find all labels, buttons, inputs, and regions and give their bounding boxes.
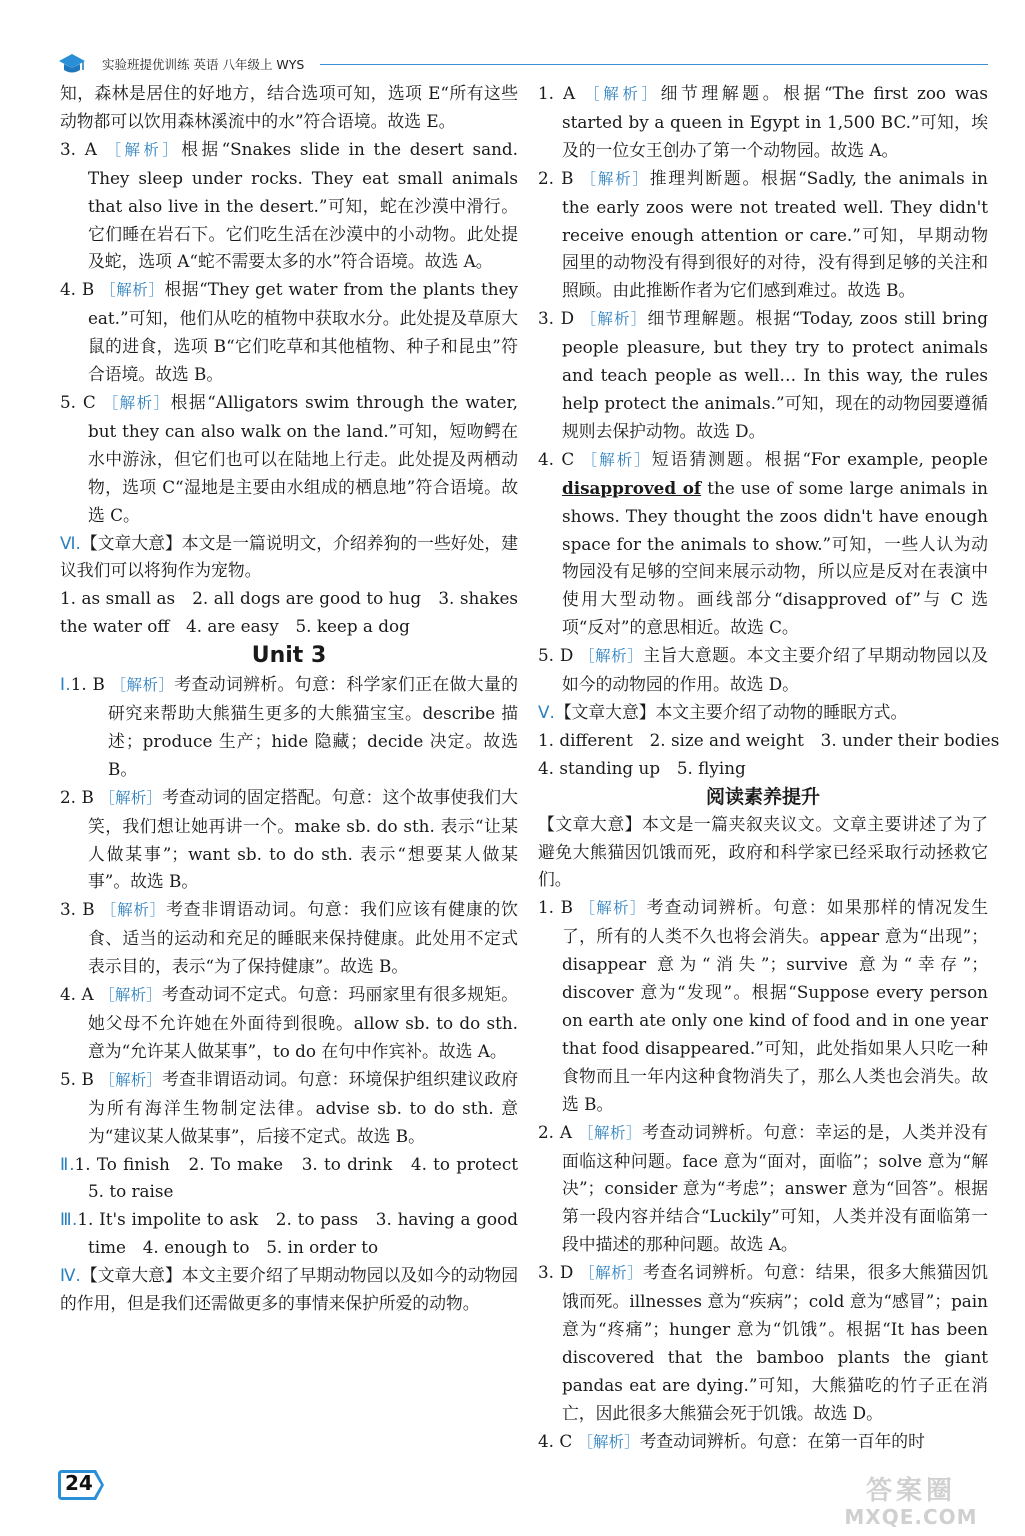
reading-summary: 【文章大意】本文是一篇夹叙夹议文。文章主要讲述了为了避免大熊猫因饥饿而死，政府和科学家已经采取行动拯救它们。 <box>538 813 988 890</box>
analysis-tag: ［解析］ <box>581 450 652 469</box>
answer-text: 考查动词辨析。句意：幸运的是，人类并没有面临这种问题。face 意为“面对，面临”；solve 意为“解决”；consider 意为“考虑”；answer 意为“回答”。根据第一段内容并结合“Luckily”可知，人类并没有面临第一段中描述的那种问题。故选 A。 <box>562 1121 988 1255</box>
answer-text: 推理判断题。根据“Sadly, the animals in the early zoos were not treated well. They didn't receive enough attention or care.”可知，早期动物园里的动物没有得到很好的对待，没有得到足够的关注和照顾。由此推断作者为它们感到难过。故选 B。 <box>562 167 988 301</box>
answer-text: 考查动词辨析。句意：在第一百年的时 <box>639 1430 925 1451</box>
answer-number: 4. C <box>538 448 575 469</box>
analysis-tag: ［解析］ <box>580 169 650 188</box>
answer-number: 5. D <box>538 645 574 666</box>
analysis-tag: ［解析］ <box>99 788 163 807</box>
answer-text: 考查非谓语动词。句意：环境保护组织建议政府为所有海洋生物制定法律。advise sb. to do sth. 意为“建议某人做某事”，后接不定式。故选 B。 <box>88 1068 518 1146</box>
analysis-tag: ［解析］ <box>100 281 165 300</box>
answer-text: 短语猜测题。根据“For example, people <box>651 448 988 469</box>
answer-text: 细节理解题。根据“The first zoo was started by a queen in Egypt in 1,500 BC.”可知，埃及的一位女王创办了第一个动物园。故选 A。 <box>562 83 988 160</box>
answer-number: 1. B <box>70 674 105 695</box>
section-answers: 4. standing up 5. flying <box>538 757 746 778</box>
answer-text: 根据“Snakes slide in the desert sand. They sleep under rocks. They eat small animals that also live in the desert.”可知，蛇在沙漠中滑行。它们睡在岩石下。它们吃生活在沙漠中的小动物。此处提及蛇，选项 A“蛇不需要太多的水”符合语境。故选 A。 <box>88 138 518 272</box>
page-number-badge <box>56 1468 106 1502</box>
answer-text: 考查动词不定式。句意：玛丽家里有很多规矩。她父母不允许她在外面待到很晚。allow sb. to do sth. 意为“允许某人做某事”，to do 在句中作宾补。故选 A。 <box>88 984 518 1061</box>
analysis-tag: ［解析］ <box>102 393 171 412</box>
answer-text: 细节理解题。根据“Today, zoos still bring people pleasure, but they try to protect animals and teach people as well… In this way, the rules help protect the animals.”可知，现在的动物园要遵循规则去保护动物。故选 D。 <box>562 308 988 441</box>
section-numeral: Ⅳ. <box>60 1265 81 1286</box>
section-answers: Ⅲ.1. It's impolite to ask 2. to pass 3. having a good time 4. enough to 5. in order to <box>60 1209 519 1258</box>
answer-item <box>60 389 518 530</box>
answer-item <box>538 80 988 165</box>
answer-item <box>60 784 518 897</box>
answer-item <box>538 165 988 306</box>
analysis-tag: ［解析］ <box>580 310 648 329</box>
answer-item <box>60 136 518 277</box>
analysis-tag: ［解析］ <box>577 1123 643 1142</box>
analysis-tag: ［解析］ <box>584 85 661 103</box>
answer-item <box>538 305 988 446</box>
analysis-tag: ［解析］ <box>105 140 182 159</box>
answer-item <box>538 894 988 1118</box>
answer-text: 根据“Alligators swim through the water, but they can also walk on the land.”可知，短吻鳄在水中游泳，但它们也可以在陆地上行走。此处提及两栖动物，选项 C“湿地是主要由水组成的栖息地”符合语境。故选 C。 <box>88 391 518 525</box>
header-title: 实验班提优训练 英语 八年级上 WYS <box>102 57 305 72</box>
section-summary <box>538 699 988 727</box>
answer-item <box>538 446 988 642</box>
answer-item <box>538 642 988 699</box>
reading-section-title: 阅读素养提升 <box>705 785 820 808</box>
section-numeral: Ⅵ. <box>60 532 81 553</box>
answer-number: 1. A <box>538 83 576 103</box>
section-summary <box>60 530 518 586</box>
answer-text: 考查动词的固定搭配。句意：这个故事使我们大笑，我们想让她再讲一个。make sb. do sth. 表示“让某人做某事”；want sb. to do sth. 表示“想要某人做某事”。故选 B。 <box>88 786 518 892</box>
answer-number: 3. B <box>60 899 95 920</box>
analysis-tag: ［解析］ <box>99 1070 163 1089</box>
answer-number: 2. B <box>60 786 94 807</box>
answer-text: the use of some large animals in shows. They thought the zoos didn't have enough space for the animals to show.”可知，一些人认为动物园没有足够的空间来展示动物，所以应是反对在表演中使用大型动物。画线部分“disapproved of”与 C 选项“反对”的意思相近。故选 C。 <box>562 477 988 638</box>
analysis-tag: ［解析］ <box>100 901 167 920</box>
answer-item <box>60 896 518 981</box>
section-numeral: Ⅱ. <box>60 1153 75 1174</box>
graduation-cap-icon <box>58 52 86 76</box>
answer-text: 根据“They get water from the plants they eat.”可知，他们从吃的植物中获取水分。此处提及草原大鼠的进食，选项 B“它们吃草和其他植物、种子和昆虫”符合语境。故选 B。 <box>88 279 518 385</box>
watermark-url: MXQE.COM <box>844 1505 978 1529</box>
unit-title: Unit 3 <box>251 643 327 669</box>
answer-number: 2. A <box>538 1121 573 1142</box>
page-header <box>58 50 988 78</box>
answer-number: 2. B <box>538 167 574 188</box>
section-summary <box>60 1262 518 1318</box>
answer-number: 3. D <box>538 1262 574 1283</box>
section-numeral: Ⅲ. <box>60 1209 78 1230</box>
watermark-logo <box>826 1476 996 1532</box>
answer-item <box>60 671 518 784</box>
answer-text: 考查名词辨析。句意：结果，很多大熊猫因饥饿而死。illnesses 意为“疾病”；cold 意为“感冒”；pain 意为“疼痛”；hunger 意为“饥饿”。根据“It has been discovered that the bamboo plants the giant pandas eat are dying.”可知，大熊猫吃的竹子正在消亡，因此很多大熊猫会死于饥饿。故选 D。 <box>562 1262 988 1423</box>
answer-item <box>538 1259 988 1427</box>
answer-text: 考查动词辨析。句意：如果那样的情况发生了，所有的人类不久也将会消失。appear 意为“出现”；disappear 意为“消失”；survive 意为“幸存”；discover 意为“发现”。根据“Suppose every person on earth ate only one kind of food and in one year that food disappeared.”可知，此处指如果人只吃一种食物而且一年内这种食物消失了，那么人类也会消失。故选 B。 <box>562 897 988 1114</box>
answer-item <box>60 1066 518 1151</box>
page-number: 24 <box>65 1471 93 1495</box>
summary-text: 【文章大意】本文是一篇说明文，介绍养狗的一些好处，建议我们可以将狗作为宠物。 <box>60 532 518 581</box>
answer-text: 考查动词辨析。句意：科学家们正在做大量的研究来帮助大熊猫生更多的大熊猫宝宝。describe 描述；produce 生产；hide 隐藏；decide 决定。故选 B。 <box>108 674 518 779</box>
left-intro: 知，森林是居住的好地方，结合选项可知，选项 E“所有这些动物都可以饮用森林溪流中的水”符合语境。故选 E。 <box>60 83 518 131</box>
answer-item <box>60 276 518 389</box>
analysis-tag: ［解析］ <box>110 676 175 695</box>
left-column <box>60 80 535 1318</box>
section-answers: 1. different 2. size and weight 3. under their bodies <box>538 729 1000 750</box>
summary-text: 【文章大意】本文主要介绍了动物的睡眠方式。 <box>554 701 908 722</box>
answer-number: 1. B <box>538 897 573 918</box>
answer-number: 4. B <box>60 279 95 300</box>
analysis-tag: ［解析］ <box>99 986 162 1005</box>
analysis-tag: ［解析］ <box>577 1432 640 1451</box>
section-numeral: Ⅰ. <box>60 674 71 695</box>
section-numeral: Ⅴ. <box>538 701 555 722</box>
answer-item <box>538 1428 988 1457</box>
answer-number: 4. C <box>538 1430 573 1451</box>
answer-text: 主旨大意题。本文主要介绍了早期动物园以及如今的动物园的作用。故选 D。 <box>562 645 988 695</box>
answer-number: 4. A <box>60 984 94 1005</box>
right-column <box>538 80 1000 1457</box>
underlined-phrase: disapproved of <box>562 477 702 498</box>
answer-number: 5. C <box>60 391 96 412</box>
watermark-text: 答案圈 <box>865 1476 956 1506</box>
analysis-tag: ［解析］ <box>579 647 644 666</box>
answer-number: 3. D <box>538 308 575 329</box>
analysis-tag: ［解析］ <box>579 1264 644 1283</box>
answer-number: 3. A <box>60 138 97 159</box>
answer-item <box>538 1119 988 1260</box>
section-answers: Ⅱ.1. To finish 2. To make 3. to drink 4. to protect 5. to raise <box>60 1153 535 1202</box>
summary-text: 【文章大意】本文主要介绍了早期动物园以及如今的动物园的作用，但是我们还需做更多的事情来保护所爱的动物。 <box>60 1265 518 1314</box>
answer-item <box>60 981 518 1066</box>
header-divider <box>320 64 988 65</box>
section-answers: 1. as small as 2. all dogs are good to hug 3. shakes the water off 4. are easy 5. keep a dog <box>60 588 518 637</box>
answer-number: 5. B <box>60 1068 94 1089</box>
analysis-tag: ［解析］ <box>579 899 647 918</box>
answer-text: 考查非谓语动词。句意：我们应该有健康的饮食、适当的运动和充足的睡眠来保持健康。此处用不定式表示目的，表示“为了保持健康”。故选 B。 <box>88 899 518 977</box>
